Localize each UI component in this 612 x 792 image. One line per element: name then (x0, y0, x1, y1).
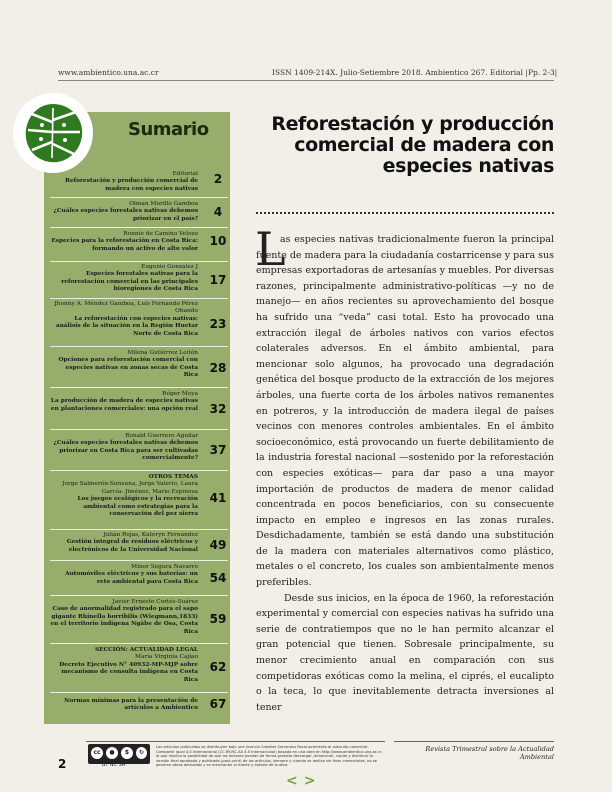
toc-entry[interactable] (50, 532, 198, 554)
toc-entry[interactable] (50, 231, 198, 253)
toc-entry[interactable] (50, 264, 198, 294)
toc-entry[interactable] (50, 433, 198, 463)
creative-commons-badge[interactable] (88, 744, 150, 764)
toc-entry[interactable] (50, 350, 198, 380)
toc-divider (50, 560, 228, 561)
toc-title: La reforestación con especies nativas: análisis de la situación en la Región Huetar Norte de Costa Rica (55, 315, 198, 337)
toc-title: Reforestación y producción comercial de madera con especies nativas (65, 178, 198, 192)
toc-title: ¿Cuáles especies forestales nativas debemos priorizar en el país? (53, 208, 198, 222)
footer-rule (86, 741, 385, 742)
toc-author: Milena Gutiérrez Leitón (127, 350, 198, 356)
toc-title: Decreto Ejecutivo N° 40932-MP-MJP sobre mecanismo de consulta indígena en Costa Rica (59, 661, 198, 683)
toc-entry[interactable] (50, 599, 198, 636)
toc-divider (50, 197, 228, 198)
toc-entry[interactable] (50, 698, 198, 713)
toc-title: Automóviles eléctricos y sus baterías: un reto ambiental para Costa Rica (65, 571, 198, 585)
nc-icon: $ (121, 747, 133, 759)
toc-page-number: 10 (209, 234, 227, 248)
toc-divider (50, 429, 228, 430)
cc-license-label: BY NC SA (102, 762, 126, 768)
footer-rule (394, 741, 554, 742)
toc-divider (50, 595, 228, 596)
toc-page-number: 17 (209, 273, 227, 287)
toc-author: Róger Moya (162, 391, 198, 397)
toc-section-heading: SECCIÓN: ACTUALIDAD LEGAL (94, 647, 198, 653)
toc-author: María Virginia Cajiao (135, 654, 198, 661)
toc-page-number: 32 (209, 402, 227, 416)
toc-author: Ronald Guerrero Aguilar (125, 433, 198, 439)
toc-author: Minor Segura Navarro (131, 564, 198, 570)
paragraph: as especies nativas tradicionalmente fueron la principal fuente de madera para la ciudadanía costarricense y para sus empresas exportadoras de artesanías y muebles. Por diversas razones, principalmente administrativo-políticas —y no de manejo— en años recientes su aprovechamiento del bosque ha sufrido una “veda” casi total. Esto ha provocado una extracción ilegal de árboles nativos con varios efectos colaterales adversos. En el ámbito ambiental, para mencionar solo algunos, ha provocado una degradación genética del bosque producto de la extracción de los mejores árboles, una fuerte corta de los árboles nativos remanentes en potreros, y la introducción de madera ilegal de países vecinos con menores controles ambientales. En el ámbito socioeconómico, está provocando un fuerte debilitamiento de la industria forestal nacional —sostenido por la reforestación con especies exóticas— para dar paso a una mayor importación de productos de madera de menor calidad concentrada en pocos beneficiarios, con su consecuente impacto en empleo e ingresos en las zonas rurales. Desdichadamente, también se está dando una substitución de la madera con materiales alternativos como plástico, metales o el concreto, los cuales son ambientalmente menos preferibles. (256, 234, 554, 589)
dotted-separator (256, 212, 554, 214)
website-url: www.ambientico.una.ac.cr (58, 68, 159, 77)
toc-divider (50, 261, 228, 262)
toc-title: ¿Cuáles especies forestales nativas debemos priorizar en Costa Rica para ser cultivadas comercialmente? (53, 440, 198, 462)
article-body (256, 232, 554, 715)
toc-entry[interactable] (50, 647, 198, 684)
drop-cap: L (255, 222, 286, 276)
paragraph: Desde sus inicios, en la época de 1960, la reforestación experimental y comercial con especies nativas ha sufrido una serie de contratiempos que no le han permito alcanzar el gran potencial que tienen. Sobresale principalmente, su menor crecimiento anual en comparación con sus competidoras exóticas como la melina, el ciprés, el eucalipto o la teca, lo que inevitablemente detracta inversiones al tener (256, 592, 554, 713)
monstera-leaf-logo (12, 92, 94, 174)
toc-author: Jorge Salmerón-Sunsuna, Jorge Valerio, Laura García- Jiménez, Mario Espinoza (62, 481, 198, 495)
toc-author: Javier Ernesto Cortés-Suárez (112, 599, 198, 605)
toc-divider (50, 470, 228, 471)
toc-title: Especies para la reforestación en Costa Rica: formando un activo de alto valor (51, 238, 198, 252)
toc-page-number: 49 (209, 538, 227, 552)
toc-page-number: 67 (209, 697, 227, 711)
toc-divider (50, 643, 228, 644)
toc-entry[interactable] (50, 301, 198, 338)
toc-page-number: 28 (209, 361, 227, 375)
toc-page-number: 2 (213, 172, 223, 186)
toc-title: Normas mínimas para la presentación de artículos a Ambientico (64, 698, 198, 712)
toc-title: La producción de madera de especies nativas en plantaciones comerciales: una opción real (50, 398, 198, 412)
toc-divider (50, 346, 228, 347)
toc-author: Ronnie de Camino Velozo (123, 231, 198, 237)
toc-author: Julián Rojas, Kateryn Fernández (103, 532, 198, 538)
toc-author: Olman Murillo Gamboa (129, 201, 198, 207)
toc-title: Los juegos ecológicos y la recreación ambiental como estrategias para la conservación del pez sierra (77, 496, 198, 518)
toc-title: Gestión integral de residuos eléctricos y electrónicos de la Universidad Nacional (66, 539, 198, 553)
toc-entry[interactable] (50, 171, 198, 193)
toc-author: Jhonny A. Méndez Gamboa, Luis Fernando Pérez Obando (54, 301, 198, 315)
toc-entry[interactable] (50, 564, 198, 586)
toc-page-number: 54 (209, 571, 227, 585)
toc-divider (50, 692, 228, 693)
page-navigation (286, 773, 321, 789)
toc-entry[interactable] (50, 474, 198, 518)
toc-page-number: 23 (209, 317, 227, 331)
toc-title: Especies forestales nativas para la reforestación comercial en las principales bioregiones de Costa Rica (61, 271, 198, 293)
toc-title: Caso de anormalidad registrado para el sapo gigante Rhinella horribilis (Wiegmann,1833) en el territorio indígena Ngäbe de Osa, Costa Rica (50, 606, 198, 635)
issn-line: ISSN 1409-214X. Julio-Setiembre 2018. Ambientico 267. Editorial |Pp. 2-3| (272, 68, 558, 77)
sa-icon: ↻ (136, 747, 147, 759)
license-text: Los artículos publicados se distribuyen bajo una licencia Creative Commons Reconocimiento al autor-No comercial-Compartir igual 4.0 Internacional (CC BY-NC-SA 4.0 Internacional) basada en una obra en http://www.ambientico.una.ac.cr, lo que implica la posibilidad de que los lectores puedan de forma gratuita descargar, almacenar, copiar y distribuir la versión final aprobada y publicada (post print) de los artículos, siempre y cuando se realice sin fines comerciales, no se generen obras derivadas y se mencionen la fuente y autoría de la obra. (156, 745, 383, 768)
summary-title: Sumario (128, 119, 209, 140)
cc-icon: cc (91, 747, 103, 759)
journal-name: Revista Trimestral sobre la Actualidad Ambiental (425, 745, 554, 761)
toc-divider (50, 529, 228, 530)
prev-page-arrow-icon[interactable]: < (286, 773, 304, 789)
toc-section-heading: OTROS TEMAS (148, 474, 198, 480)
next-page-arrow-icon[interactable]: > (303, 773, 322, 789)
toc-page-number: 4 (213, 205, 223, 219)
toc-page-number: 37 (209, 443, 227, 457)
toc-divider (50, 227, 228, 228)
by-person-icon: ● (106, 747, 118, 759)
toc-divider (50, 387, 228, 388)
toc-page-number: 59 (209, 612, 227, 626)
toc-divider (50, 298, 228, 299)
toc-author: Eugenio González J (141, 264, 198, 270)
toc-author: Editorial (172, 171, 198, 177)
toc-entry[interactable] (50, 391, 198, 413)
toc-title: Opciones para reforestación comercial con especies nativas en zonas secas de Costa Rica (58, 357, 198, 379)
article-title: Reforestación y producción comercial de madera con especies nativas (271, 113, 554, 177)
toc-entry[interactable] (50, 201, 198, 223)
toc-page-number: 41 (209, 491, 227, 505)
page-number: 2 (58, 757, 67, 771)
toc-page-number: 62 (209, 660, 227, 674)
header-rule (58, 80, 554, 81)
